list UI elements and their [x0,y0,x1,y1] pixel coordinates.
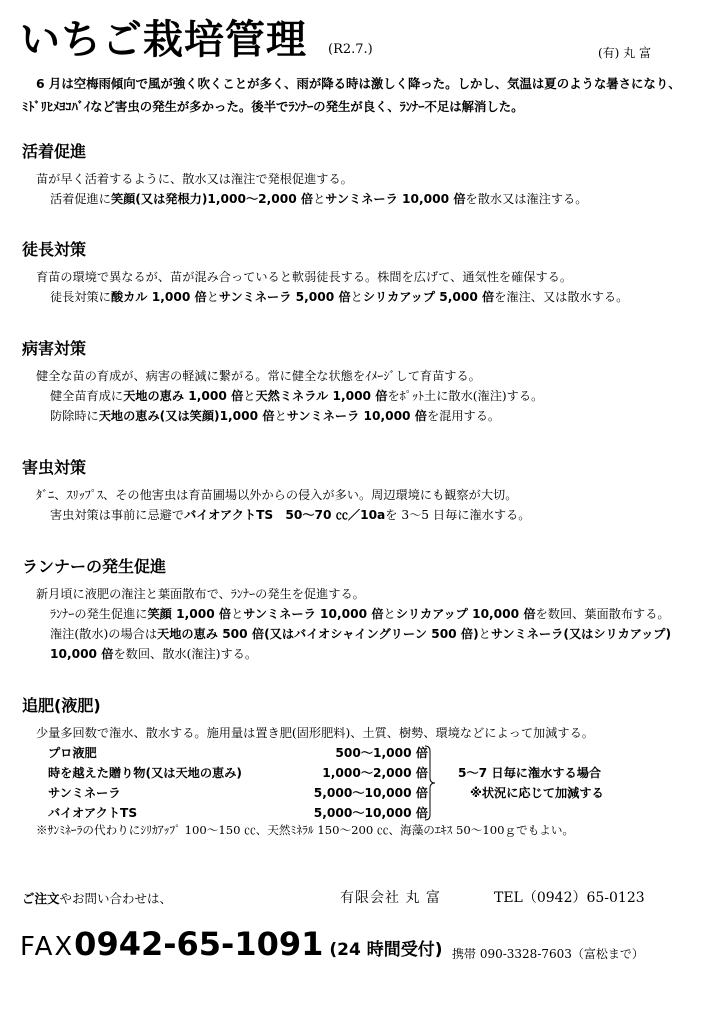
text: と [350,290,363,304]
mobile-number: 携帯 090-3328-7603（富松まで） [452,947,644,961]
text: と [274,409,287,423]
fertilizer-row [48,743,428,763]
text: 健全苗育成に [50,389,124,403]
section-heading: 病害対策 [22,339,87,358]
section-heading: 害虫対策 [22,458,87,477]
section-text: 新月頃に液肥の潅注と葉面散布で、ﾗﾝﾅｰの発生を促進する。 [36,587,365,601]
fax-label: FAX [20,932,75,962]
section-text: 苗が早く活着するように、散水又は潅注で発根促進する。 [36,172,353,186]
product-rate: シリカアップ 5,000 倍 [362,290,495,304]
fertilizer-name: バイオアクトTS [48,806,138,820]
product-rate: 笑顔 1,000 倍 [147,607,232,621]
order-inquiry [22,889,172,907]
section-runner [22,556,717,664]
intro-line-1: 6 月は空梅雨傾向で風が強く吹くことが多く、雨が降る時は激しく降った。しかし、気温は夏のような暑さになり、 [36,76,681,91]
section-text [22,505,717,525]
product-rate: 10,000 倍 [50,647,114,661]
fertilizer-row [48,783,428,803]
section-text: ﾀﾞﾆ、ｽﾘｯﾌﾟｽ、その他害虫は育苗圃場以外からの侵入が多い。周辺環境にも観察が大切。 [36,488,518,502]
fertilizer-table [48,743,428,823]
text: を 3～5 日毎に潅水する。 [385,508,531,522]
section-leggy-growth [22,239,717,307]
text: と [231,607,244,621]
product-rate: 天地の恵み(又は笑顔)1,000 倍 [98,409,275,423]
fax-hours: (24 時間受付) [329,940,443,960]
text: を数回、葉面散布する。 [535,607,670,621]
product-rate: サンミネーラ 10,000 倍 [325,192,466,206]
text: 潅注(散水)の場合は [50,627,158,641]
section-heading: 追肥(液肥) [22,696,101,715]
text: をﾎﾟｯﾄ土に散水(潅注)する。 [387,389,544,403]
fertilizer-row [48,763,428,783]
text: を散水又は潅注する。 [465,192,588,206]
text: を潅注、又は散水する。 [494,290,629,304]
schedule-line: ※状況に応じて加減する [470,786,604,800]
text: 徒長対策に [50,290,111,304]
issue-date: (R2.7.) [328,42,373,57]
text: を混用する。 [426,409,501,423]
footnote: ※ｻﾝﾐﾈｰﾗの代わりにｼﾘｶｱｯﾌﾟ 100～150 ㏄、天然ﾐﾈﾗﾙ 150～200 ㏄、海藻のｴｷｽ 50～100ｇでもよい。 [36,823,575,837]
section-text [22,386,717,406]
product-rate: 天地の恵み 500 倍(又はバイオシャイングリーン 500 倍) [157,627,479,641]
product-rate: サンミネーラ(又はシリカアップ) [490,627,672,641]
product-rate: サンミネーラ 10,000 倍 [286,409,427,423]
fax-line [20,924,443,970]
section-text: 少量多回数で潅水、散水する。施用量は置き肥(固形肥料)、土質、樹勢、環境などによって加減する。 [36,726,594,740]
section-heading: 徒長対策 [22,240,87,259]
section-text [22,406,717,426]
fertilizer-rate: 5,000～10,000 倍 [313,786,428,800]
product-rate: 酸カル 1,000 倍 [110,290,207,304]
grouping-brace [424,745,436,821]
application-schedule [458,763,604,803]
section-top-dressing [22,695,717,743]
section-text [22,287,717,307]
text: と [243,389,256,403]
product-rate: シリカアップ 10,000 倍 [395,607,536,621]
section-heading: ランナーの発生促進 [22,557,167,576]
text: と [313,192,326,206]
order-label: ご注文 [22,891,60,906]
fertilizer-rate: 1,000～2,000 倍 [322,766,428,780]
section-text [22,624,717,644]
text: と [206,290,219,304]
section-pests [22,457,717,525]
fertilizer-name: 時を越えた贈り物(又は天地の恵み) [48,766,242,780]
intro-line-2: ﾐﾄﾞﾘﾋﾒﾖｺﾊﾞｲなど害虫の発生が多かった。後半でﾗﾝﾅｰの発生が良く、ﾗﾝﾅｰ不足は解消した。 [22,99,524,114]
phone-number: TEL（0942）65-0123 [494,890,645,906]
order-text: やお問い合わせは、 [59,891,173,906]
product-rate: 笑顔(又は発根力)1,000～2,000 倍 [110,192,314,206]
fertilizer-rate: 5,000～10,000 倍 [313,806,428,820]
section-text [22,644,717,664]
section-rooting [22,141,717,209]
section-text [22,189,717,209]
company-name-header: (有) 丸 富 [598,46,651,60]
product-rate: 天地の恵み 1,000 倍 [123,389,244,403]
section-disease [22,338,717,426]
product-rate: サンミネーラ 10,000 倍 [243,607,384,621]
product-rate: サンミネーラ 5,000 倍 [218,290,351,304]
text: 活着促進に [50,192,111,206]
text: と [478,627,491,641]
intro-paragraph [22,72,712,118]
text: 害虫対策は事前に忌避で [50,508,185,522]
product-rate: バイオアクトTS 50～70 ㏄／10a [184,508,386,522]
fertilizer-name: プロ液肥 [48,746,97,760]
section-text: 健全な苗の育成が、病害の軽減に繋がる。常に健全な状態をｲﾒｰｼﾞして育苗する。 [36,369,481,383]
text: 防除時に [50,409,99,423]
text: と [383,607,396,621]
schedule-line: 5～7 日毎に潅水する場合 [458,766,602,780]
fertilizer-row [48,803,428,823]
section-text [22,604,717,624]
page-title: いちご栽培管理 [20,17,307,63]
section-text: 育苗の環境で異なるが、苗が混み合っていると軟弱徒長する。株間を広げて、通気性を確保する。 [36,270,573,284]
product-rate: 天然ミネラル 1,000 倍 [255,389,388,403]
text: を数回、散水(潅注)する。 [113,647,258,661]
section-heading: 活着促進 [22,142,87,161]
company-name-footer: 有限会社 丸 富 [340,890,441,906]
text: ﾗﾝﾅｰの発生促進に [50,607,148,621]
fertilizer-name: サンミネーラ [48,786,121,800]
fertilizer-rate: 500～1,000 倍 [335,746,428,760]
fax-number: 0942-65-1091 [74,925,324,963]
